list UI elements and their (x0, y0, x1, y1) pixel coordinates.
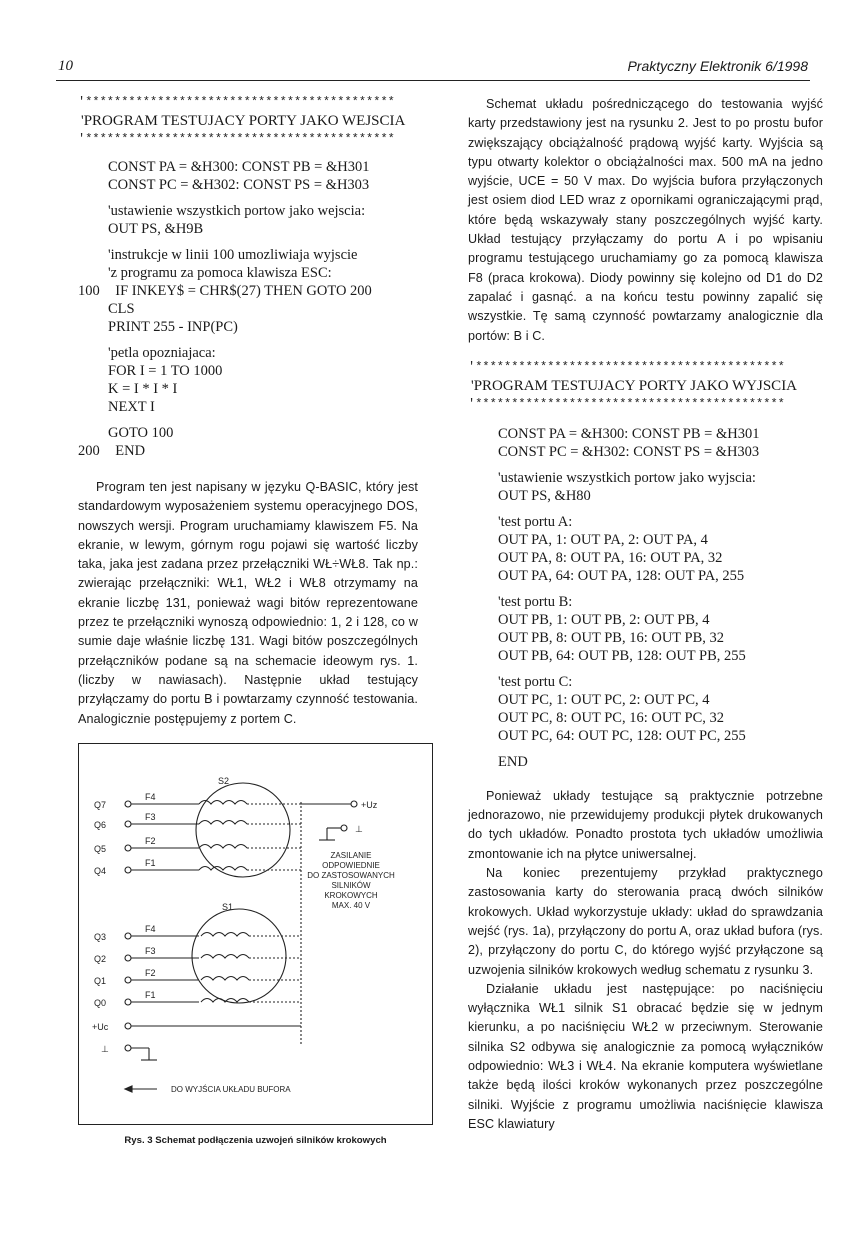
label-q3: Q3 (94, 932, 107, 942)
line-number (78, 300, 108, 318)
label-s1: S1 (222, 902, 234, 912)
code-block-output (498, 425, 823, 771)
line-number (78, 424, 108, 442)
code-text: PRINT 255 - INP(PC) (108, 319, 238, 335)
label-q4: Q4 (94, 866, 107, 876)
code-line (78, 380, 418, 398)
label-q5: Q5 (94, 844, 107, 854)
code-line (78, 398, 418, 416)
label-uz: +Uz (361, 800, 378, 810)
code-line (78, 282, 418, 300)
code-text: 'ustawienie wszystkich portow jako wejscia: (108, 203, 366, 219)
code-text: OUT PS, &H9B (108, 221, 204, 237)
code-line: OUT PA, 64: OUT PA, 128: OUT PA, 255 (498, 567, 745, 584)
coil-s2-3 (199, 845, 247, 849)
label-f2-s1: F2 (145, 968, 156, 978)
label-gnd2: ⊥ (355, 824, 363, 834)
figure-box (78, 743, 433, 1125)
code-line (78, 300, 418, 318)
code-line: OUT PB, 64: OUT PB, 128: OUT PB, 255 (498, 647, 746, 664)
code-line: OUT PB, 8: OUT PB, 16: OUT PB, 32 (498, 629, 725, 646)
right-column (468, 95, 823, 1134)
supply-note-1: ZASILANIE (330, 851, 372, 860)
code-text: NEXT I (108, 399, 155, 415)
motor-s2-circle (196, 783, 290, 877)
code-gap (498, 745, 823, 753)
label-f2-s2: F2 (145, 836, 156, 846)
label-q2: Q2 (94, 954, 107, 964)
code-line (78, 362, 418, 380)
code-text: FOR I = 1 TO 1000 (108, 363, 223, 379)
code-gap (78, 416, 418, 424)
label-q0: Q0 (94, 998, 107, 1008)
code-text: CONST PC = &H302: CONST PS = &H303 (108, 177, 370, 193)
paragraph: Program ten jest napisany w języku Q-BASIC, który jest standardowym wyposażeniem systemu operacyjnego DOS, nowszych wersji. Program uruchamiamy klawiszem F5. Na ekranie, w lewym, górnym rogu pojawi się wartość liczby taka, jaka jest zadana przez przełączniki WŁ÷WŁ8. Tak np.: zwierając przełączniki: WŁ1, WŁ2 i WŁ8 otrzymamy na ekranie liczbę 131, ponieważ wagi bitów reprezentowane przez te przełączniki wynoszą odpowiednio: 1, 2 i 128, co w sumie daje właśnie liczbę 131. Wagi bitów poszczególnych przełączników podane są na schemacie ideowym rys. 1. (liczby w nawiasach). Następnie układ testujący przyłączamy do portu B i powtarzamy czynność testowania. Analogicznie postępujemy z portem C. (78, 480, 418, 726)
code-text: 'petla opozniajaca: (108, 345, 216, 361)
code-text: GOTO 100 (108, 425, 174, 441)
coil-s2-4 (199, 867, 247, 871)
coil-s2-2 (199, 821, 247, 825)
code-line: 'test portu C: (498, 673, 573, 690)
code-text: K = I * I * I (108, 381, 178, 397)
code-stars-bottom: '******************************************* (468, 396, 785, 411)
code-line (78, 318, 418, 336)
supply-note-5: KROKOWYCH (324, 891, 378, 900)
code-line: OUT PA, 8: OUT PA, 16: OUT PA, 32 (498, 549, 723, 566)
legend-text: DO WYJŚCIA UKŁADU BUFORA (171, 1085, 291, 1094)
coil-s1-1 (201, 933, 249, 937)
line-number (78, 246, 108, 264)
code-block-input (78, 158, 418, 460)
code-gap (78, 238, 418, 246)
label-q6: Q6 (94, 820, 107, 830)
supply-note-6: MAX. 40 V (331, 901, 371, 910)
motor-wiring-diagram (79, 744, 432, 1124)
code-line: CONST PA = &H300: CONST PB = &H301 (498, 425, 760, 442)
label-q7: Q7 (94, 800, 107, 810)
code-title-output: 'PROGRAM TESTUJACY PORTY JAKO WYJSCIA (471, 377, 798, 394)
line-number (78, 318, 108, 336)
label-f3-s1: F3 (145, 946, 156, 956)
line-number (78, 362, 108, 380)
line-number (78, 398, 108, 416)
supply-note-4: SILNIKÓW (331, 881, 371, 890)
supply-note-2: ODPOWIEDNIE (322, 861, 380, 870)
coil-s1-4 (201, 999, 249, 1003)
code-stars-bottom: '******************************************* (78, 132, 395, 146)
label-f4-s1: F4 (145, 924, 156, 934)
code-text: CONST PA = &H300: CONST PB = &H301 (108, 159, 370, 175)
header-rule (56, 80, 810, 81)
line-number (78, 176, 108, 194)
paragraph: Na koniec prezentujemy przykład praktycznego zastosowania karty do sterowania pracą dwóch silników krokowych. Układ wykorzystuje układy: układ do sprawdzania wejść (rys. 1a), przyłączony do portu A, oraz układ bufora (rys. 2), przyłączony do portu C, do którego wyjść przyłączone są uzwojenia silników krokowych według schematu z rysunku 3. (468, 866, 823, 977)
code-line (78, 246, 418, 264)
right-intro (468, 95, 823, 346)
line-number (78, 202, 108, 220)
code-gap (498, 665, 823, 673)
paragraph: Ponieważ układy testujące są praktycznie potrzebne jednorazowo, nie przewidujemy produkcji płytek drukowanych do tych układów. Ponadto prostota tych układów umożliwia zmontowanie ich na płytce uniwersalnej. (468, 788, 823, 861)
page-number: 10 (58, 58, 73, 74)
coil-s1-3 (201, 977, 249, 981)
code-text: 'z programu za pomoca klawisza ESC: (108, 265, 332, 281)
code-line (78, 158, 418, 176)
code-line (78, 176, 418, 194)
coil-s1-2 (201, 955, 249, 959)
code-line: OUT PC, 1: OUT PC, 2: OUT PC, 4 (498, 691, 710, 708)
label-f1-s2: F1 (145, 858, 156, 868)
code-line (78, 424, 418, 442)
line-number (78, 344, 108, 362)
code-stars-top: '******************************************* (78, 95, 395, 109)
code-line (78, 344, 418, 362)
left-paragraph (78, 478, 418, 729)
label-uc: +Uc (92, 1022, 109, 1032)
code-gap (498, 585, 823, 593)
code-line: OUT PC, 64: OUT PC, 128: OUT PC, 255 (498, 727, 746, 744)
code-line: 'test portu B: (498, 593, 573, 610)
code-line (78, 264, 418, 282)
code-line (78, 202, 418, 220)
label-f4-s2: F4 (145, 792, 156, 802)
label-q1: Q1 (94, 976, 107, 986)
line-number (78, 264, 108, 282)
right-text (468, 787, 823, 1134)
code-text: END (108, 443, 146, 459)
line-number: 100 (78, 283, 100, 299)
code-line: END (498, 753, 528, 770)
code-text: 'instrukcje w linii 100 umozliwiaja wyjscie (108, 247, 358, 263)
code-line: OUT PA, 1: OUT PA, 2: OUT PA, 4 (498, 531, 708, 548)
code-text: CLS (108, 301, 135, 317)
code-line: OUT PB, 1: OUT PB, 2: OUT PB, 4 (498, 611, 710, 628)
code-text: IF INKEY$ = CHR$(27) THEN GOTO 200 (108, 283, 372, 299)
supply-note-3: DO ZASTOSOWANYCH (307, 871, 395, 880)
code-line (78, 220, 418, 238)
label-gnd: ⊥ (101, 1044, 109, 1054)
magazine-title: Praktyczny Elektronik 6/1998 (627, 58, 808, 74)
label-f3-s2: F3 (145, 812, 156, 822)
code-line: CONST PC = &H302: CONST PS = &H303 (498, 443, 760, 460)
coil-s2-1 (199, 801, 247, 805)
paragraph: Działanie układu jest następujące: po naciśnięciu wyłącznika WŁ1 silnik S1 obracać będzie się w jednym kierunku, a po naciśnięciu WŁ2 w przeciwnym. Sterowanie silnika S2 odbywa się analogicznie za pomocą wyłączników odpowiednio: WŁ3 i WŁ4. Na ekranie komputera wyświetlane także będą ilości kroków wykonanych przez poszczególne silniki. Wyjście z programu umożliwia naciśnięcie klawisza ESC klawiatury (468, 981, 823, 1131)
code-gap (78, 336, 418, 344)
code-line: OUT PC, 8: OUT PC, 16: OUT PC, 32 (498, 709, 725, 726)
code-gap (498, 461, 823, 469)
line-number (78, 380, 108, 398)
code-line: 'test portu A: (498, 513, 573, 530)
figure-caption: Rys. 3 Schemat podłączenia uzwojeń silników krokowych (124, 1135, 387, 1146)
code-stars-top: '******************************************* (468, 359, 785, 374)
code-line (78, 442, 418, 460)
code-gap (78, 194, 418, 202)
left-column (78, 95, 418, 729)
code-gap (498, 505, 823, 513)
line-number: 200 (78, 443, 100, 459)
line-number (78, 158, 108, 176)
code-title-input: 'PROGRAM TESTUJACY PORTY JAKO WEJSCIA (81, 113, 406, 129)
paragraph: Schemat układu pośredniczącego do testowania wyjść karty przedstawiony jest na rysunku 2. Jest to po prostu bufor zwiększający obciążalność prądową wyjść karty. Wyjścia są typu otwarty kolektor o obciążalności max. 500 mA na jedno wyjście, UCE = 50 V max. Do wyjścia bufora przyłączonych jest osiem diod LED wraz z opornikami ograniczającymi prąd, które będą wskazywały stany poszczególnych wyjść karty. Układ testujący przyłączamy do portu A i po wpisaniu programu testującego uruchamiamy go za pomocą klawisza F8 (praca krokowa). Diody powinny się kolejno od D1 do D2 zapalać i gasnąć. a na końcu testu powinny zapalić się wszystkie. Tę samą czynność powtarzamy analogicznie dla portów: B i C. (468, 97, 823, 343)
code-line: OUT PS, &H80 (498, 487, 591, 504)
label-s2: S2 (218, 776, 230, 786)
label-f1-s1: F1 (145, 990, 156, 1000)
line-number (78, 220, 108, 238)
code-line: 'ustawienie wszystkich portow jako wyjscia: (498, 469, 756, 486)
